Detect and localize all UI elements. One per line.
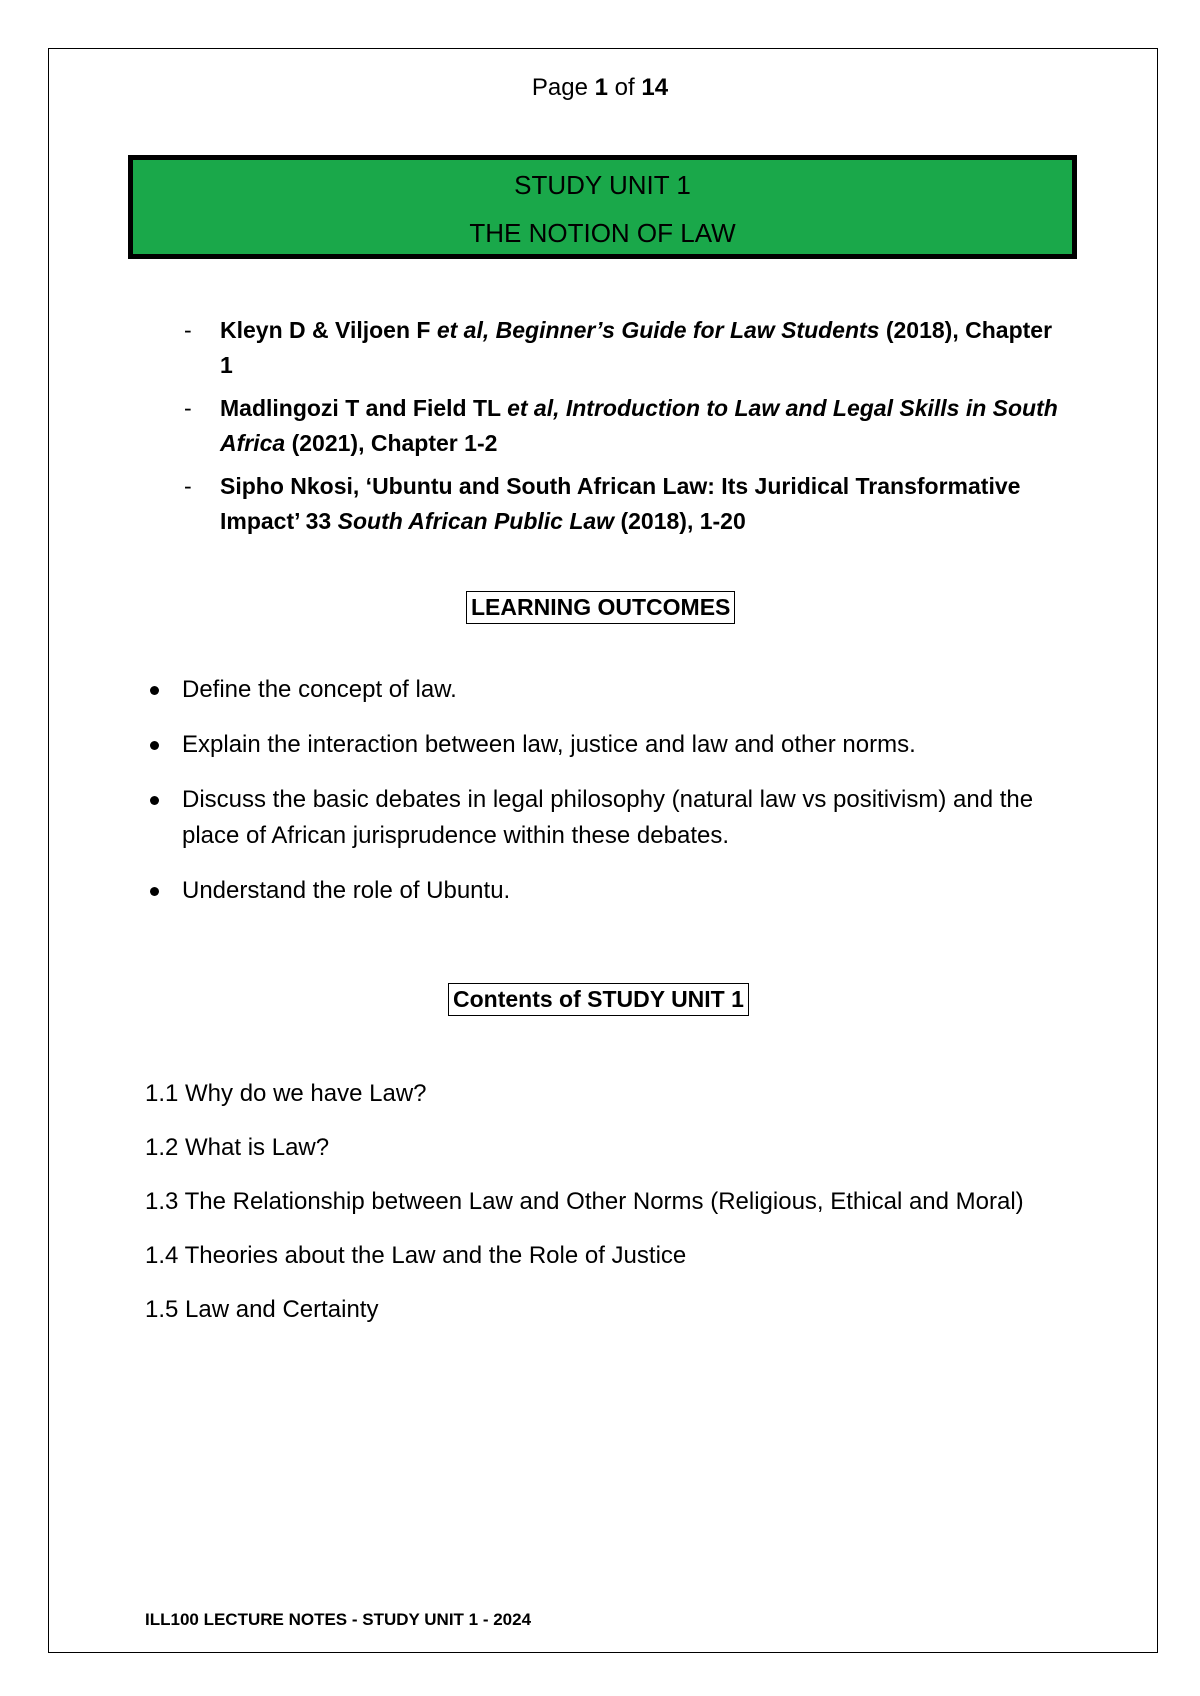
contents-heading: Contents of STUDY UNIT 1 bbox=[448, 983, 749, 1016]
reference-item: - Madlingozi T and Field TL et al, Introduction to Law and Legal Skills in South Africa (2021), Chapter 1-2 bbox=[184, 395, 1058, 456]
study-unit-title: STUDY UNIT 1 bbox=[514, 170, 691, 200]
bullet-icon bbox=[150, 796, 159, 805]
reading-list bbox=[180, 313, 1070, 547]
bullet-icon bbox=[150, 741, 159, 750]
contents-item: 1.2 What is Law? bbox=[145, 1134, 330, 1161]
learning-outcomes-heading: LEARNING OUTCOMES bbox=[466, 591, 735, 624]
contents-item: 1.4 Theories about the Law and the Role of Justice bbox=[145, 1242, 687, 1269]
list-item: Explain the interaction between law, justice and law and other norms. bbox=[140, 727, 1080, 763]
page-total: 14 bbox=[641, 74, 669, 101]
page-footer: ILL100 LECTURE NOTES - STUDY UNIT 1 - 2024 bbox=[145, 1610, 532, 1629]
contents-item: 1.3 The Relationship between Law and Other Norms (Religious, Ethical and Moral) bbox=[145, 1188, 1024, 1215]
contents-item: 1.5 Law and Certainty bbox=[145, 1296, 379, 1323]
bullet-icon bbox=[150, 887, 159, 896]
page-current: 1 bbox=[594, 74, 608, 101]
learning-outcomes-list bbox=[140, 672, 1080, 928]
study-unit-subtitle: THE NOTION OF LAW bbox=[469, 218, 736, 248]
bullet-icon bbox=[150, 686, 159, 695]
contents-item: 1.1 Why do we have Law? bbox=[145, 1080, 427, 1107]
page-number: Page 1 of 14 bbox=[531, 74, 669, 101]
contents-list bbox=[145, 1076, 1075, 1346]
list-item: Discuss the basic debates in legal philosophy (natural law vs positivism) and the place of African jurisprudence within these debates. bbox=[140, 782, 1080, 854]
reference-item: - Sipho Nkosi, ‘Ubuntu and South African Law: Its Juridical Transformative Impact’ 33 South African Public Law (2018), 1-20 bbox=[184, 473, 1021, 534]
reference-item: - Kleyn D & Viljoen F et al, Beginner’s Guide for Law Students (2018), Chapter 1 bbox=[184, 317, 1053, 378]
list-item: Understand the role of Ubuntu. bbox=[140, 873, 1080, 909]
list-item: Define the concept of law. bbox=[140, 672, 1080, 708]
study-unit-title-box bbox=[128, 155, 1077, 259]
